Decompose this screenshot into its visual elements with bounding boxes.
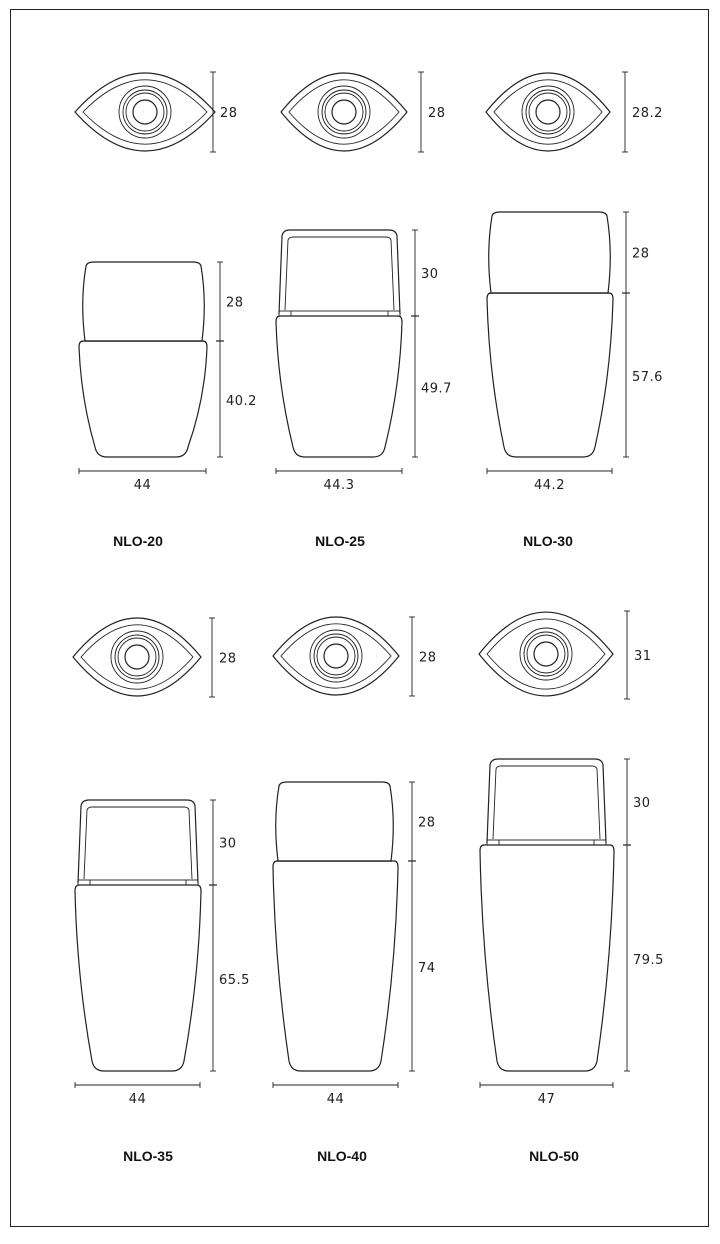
- width-label: 44: [133, 478, 152, 493]
- sheet-border: [10, 9, 709, 1227]
- body-height-label: 57.6: [632, 370, 663, 385]
- model-name: NLO-50: [529, 1148, 579, 1164]
- cap-height-label: 28: [226, 295, 244, 311]
- model-name: NLO-40: [317, 1148, 367, 1164]
- top-height-label: 31: [634, 649, 652, 664]
- cap-height-label: 30: [421, 267, 439, 282]
- body-height-label: 74: [418, 961, 436, 976]
- top-height-label: 28: [220, 106, 238, 121]
- model-name: NLO-35: [123, 1148, 173, 1164]
- width-label: 44.3: [323, 478, 355, 493]
- top-height-label: 28: [428, 106, 446, 121]
- top-height-label: 28: [419, 650, 437, 666]
- cap-height-label: 30: [633, 796, 651, 811]
- model-name: NLO-25: [315, 533, 365, 549]
- top-height-label: 28: [219, 651, 237, 667]
- top-height-label: 28.2: [632, 106, 663, 121]
- width-label: 44: [326, 1092, 345, 1107]
- cap-height-label: 28: [632, 246, 650, 262]
- width-label: 44: [128, 1092, 147, 1107]
- model-name: NLO-20: [113, 533, 163, 549]
- cap-height-label: 30: [219, 836, 237, 852]
- body-height-label: 65.5: [219, 973, 250, 988]
- body-height-label: 49.7: [421, 381, 452, 397]
- width-label: 47: [537, 1092, 556, 1107]
- body-height-label: 79.5: [633, 953, 664, 968]
- cap-height-label: 28: [418, 815, 436, 831]
- body-height-label: 40.2: [226, 394, 257, 409]
- width-label: 44.2: [534, 478, 565, 493]
- model-name: NLO-30: [523, 533, 573, 549]
